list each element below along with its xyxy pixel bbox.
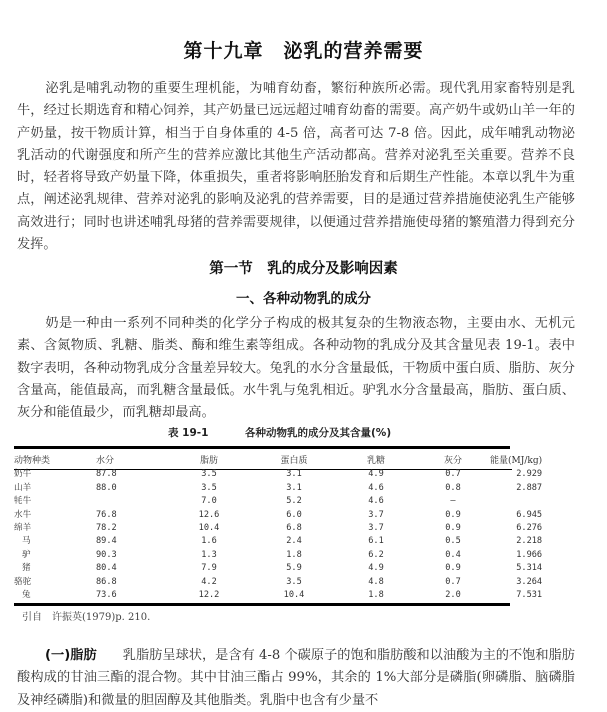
cell-water — [82, 495, 166, 508]
header-protein: 蛋白质 — [280, 456, 308, 466]
cell-water: 89.4 — [96, 536, 117, 547]
cell-energy: 5.314 — [516, 563, 543, 574]
intro-paragraph — [17, 78, 575, 256]
cell-protein: 6.0 — [286, 509, 302, 520]
cell-ash: 2.0 — [445, 590, 461, 601]
cell-fat: 3.5 — [201, 482, 217, 493]
cell-species: 山羊 — [14, 482, 32, 493]
cell-water: 78.2 — [96, 523, 117, 534]
cell-protein: 3.1 — [286, 469, 302, 480]
cell-water: 90.3 — [96, 549, 117, 560]
table-row — [14, 549, 542, 562]
cell-water: 80.4 — [96, 563, 117, 574]
cell-water: 88.0 — [96, 482, 117, 493]
cell-lactose: 4.8 — [368, 576, 384, 587]
cell-protein: 1.8 — [286, 549, 302, 560]
cell-species: 骆驼 — [14, 576, 32, 587]
cell-ash: 0.4 — [445, 549, 461, 560]
cell-energy: 6.945 — [516, 509, 543, 520]
cell-lactose: 1.8 — [368, 590, 384, 601]
header-water: 水分 — [96, 456, 115, 466]
cell-protein: 3.1 — [286, 482, 302, 493]
table-title: 各种动物乳的成分及其含量(%) — [245, 427, 392, 439]
cell-species: 水牛 — [14, 509, 32, 520]
cell-fat: 1.6 — [201, 536, 217, 547]
header-lactose: 乳糖 — [366, 456, 385, 466]
cell-ash: — — [450, 496, 456, 507]
table-row — [14, 495, 542, 508]
cell-ash: 0.9 — [445, 563, 461, 574]
cell-energy: 3.264 — [516, 576, 543, 587]
cell-fat: 12.2 — [198, 590, 220, 601]
table-row — [14, 589, 542, 602]
cell-energy: 7.531 — [516, 590, 543, 601]
table-source-note: 引自 许振英(1979)p. 210. — [22, 612, 151, 623]
table-row — [14, 576, 542, 589]
fat-paragraph — [17, 645, 575, 712]
header-ash: 灰分 — [443, 456, 462, 466]
cell-lactose: 4.9 — [368, 469, 384, 480]
cell-ash: 0.7 — [445, 469, 461, 480]
header-fat: 脂肪 — [199, 456, 218, 466]
cell-fat: 3.5 — [201, 469, 217, 480]
cell-water: 76.8 — [96, 509, 117, 520]
cell-species: 马 — [22, 536, 31, 547]
cell-species: 兔 — [22, 590, 31, 601]
cell-species: 奶牛 — [14, 469, 32, 480]
fat-paragraph-text: 乳脂肪呈球状，是含有 4-8 个碳原子的饱和脂肪酸和以油酸为主的不饱和脂肪酸构成的甘油三酯的混合物。其中甘油三酯占 99%，其余的 1%大部分是磷脂(卵磷脂、脑磷脂及神经磷脂)和微量的胆固醇及其他脂类。乳脂中也含有少量不 — [17, 648, 575, 708]
cell-species: 牦牛 — [14, 496, 32, 507]
cell-lactose: 4.9 — [368, 563, 384, 574]
cell-protein: 2.4 — [286, 536, 302, 547]
table-header-row — [14, 455, 542, 468]
composition-paragraph — [17, 313, 575, 424]
chapter-title: 第十九章 泌乳的营养需要 — [183, 40, 424, 62]
table-top-rule — [14, 446, 510, 449]
cell-lactose: 4.6 — [368, 482, 384, 493]
table-row — [14, 482, 542, 495]
cell-protein: 3.5 — [286, 576, 302, 587]
cell-lactose: 3.7 — [368, 509, 384, 520]
cell-energy: 1.966 — [516, 549, 543, 560]
cell-energy — [490, 495, 542, 508]
cell-energy: 2.887 — [516, 482, 543, 493]
table-row — [14, 468, 542, 481]
cell-fat: 10.4 — [198, 523, 220, 534]
table-number: 表 19-1 — [168, 427, 209, 439]
cell-ash: 0.7 — [445, 576, 461, 587]
table-bottom-rule — [14, 603, 510, 606]
cell-ash: 0.5 — [445, 536, 461, 547]
cell-lactose: 6.1 — [368, 536, 384, 547]
cell-fat: 4.2 — [201, 576, 217, 587]
composition-paragraph-text: 奶是一种由一系列不同种类的化学分子构成的极其复杂的生物液态物，主要由水、无机元素、含氮物质、乳糖、脂类、酶和维生素等组成。各种动物的乳成分及其含量见表 19-1。表中数字表明，各种动物乳成分含量差异较大。兔乳的水分含量最低，干物质中蛋白质、脂肪、灰分含量高，能值最高，而乳糖含量最低。水牛乳与兔乳相近。驴乳水分含量最高，脂肪、蛋白质、灰分和能值最少，而乳糖却最高。 — [17, 316, 575, 421]
cell-water: 73.6 — [96, 590, 117, 601]
cell-fat: 12.6 — [198, 509, 220, 520]
table-row — [14, 522, 542, 535]
fat-paragraph-lead: (一)脂肪 — [45, 648, 97, 663]
cell-fat: 7.9 — [201, 563, 217, 574]
header-energy: 能量(MJ/kg) — [490, 456, 543, 466]
cell-ash: 0.9 — [445, 523, 461, 534]
cell-energy: 2.929 — [516, 469, 543, 480]
cell-lactose: 3.7 — [368, 523, 384, 534]
cell-water: 86.8 — [96, 576, 117, 587]
cell-energy: 6.276 — [516, 523, 543, 534]
table-row — [14, 509, 542, 522]
cell-energy: 2.218 — [516, 536, 543, 547]
cell-ash: 0.9 — [445, 509, 461, 520]
cell-species: 猪 — [22, 563, 31, 574]
cell-water: 87.8 — [96, 469, 117, 480]
section-title: 第一节 乳的成分及影响因素 — [209, 261, 398, 277]
subsection-title: 一、各种动物乳的成分 — [236, 291, 371, 307]
cell-protein: 10.4 — [283, 590, 305, 601]
header-species: 动物种类 — [14, 456, 51, 466]
cell-lactose: 4.6 — [368, 496, 384, 507]
cell-fat: 7.0 — [201, 496, 217, 507]
intro-paragraph-text: 泌乳是哺乳动物的重要生理机能，为哺育幼畜，繁衍种族所必需。现代乳用家畜特别是乳牛，经过长期选育和精心饲养，其产奶量已远远超过哺育幼畜的需要。高产奶牛或奶山羊一年的产奶量，按干物质计算，相当于自身体重的 4-5 倍，高者可达 7-8 倍。因此，成年哺乳动物泌乳活动的代谢强度和所产生的营养应激比其他生产活动都高。营养对泌乳至关重要。营养不良时，轻者将导致产奶量下降，体重损失，重者将影响胚胎发育和后期生产性能。本章以乳牛为重点，阐述泌乳规律、营养对泌乳的影响及泌乳的营养需要，目的是通过营养措施使泌乳生产能够高效进行；同时也讲述哺乳母猪的营养需要规律，以便通过营养措施使母猪的繁殖潜力得到充分发挥。 — [17, 81, 575, 253]
table-row — [14, 535, 542, 548]
cell-species: 驴 — [22, 549, 31, 560]
cell-protein: 5.9 — [286, 563, 302, 574]
cell-protein: 6.8 — [286, 523, 302, 534]
cell-lactose: 6.2 — [368, 549, 384, 560]
cell-protein: 5.2 — [286, 496, 302, 507]
cell-fat: 1.3 — [201, 549, 217, 560]
table-row — [14, 562, 542, 575]
milk-composition-table — [14, 455, 542, 602]
cell-species: 绵羊 — [14, 523, 32, 534]
cell-ash: 0.8 — [445, 482, 461, 493]
